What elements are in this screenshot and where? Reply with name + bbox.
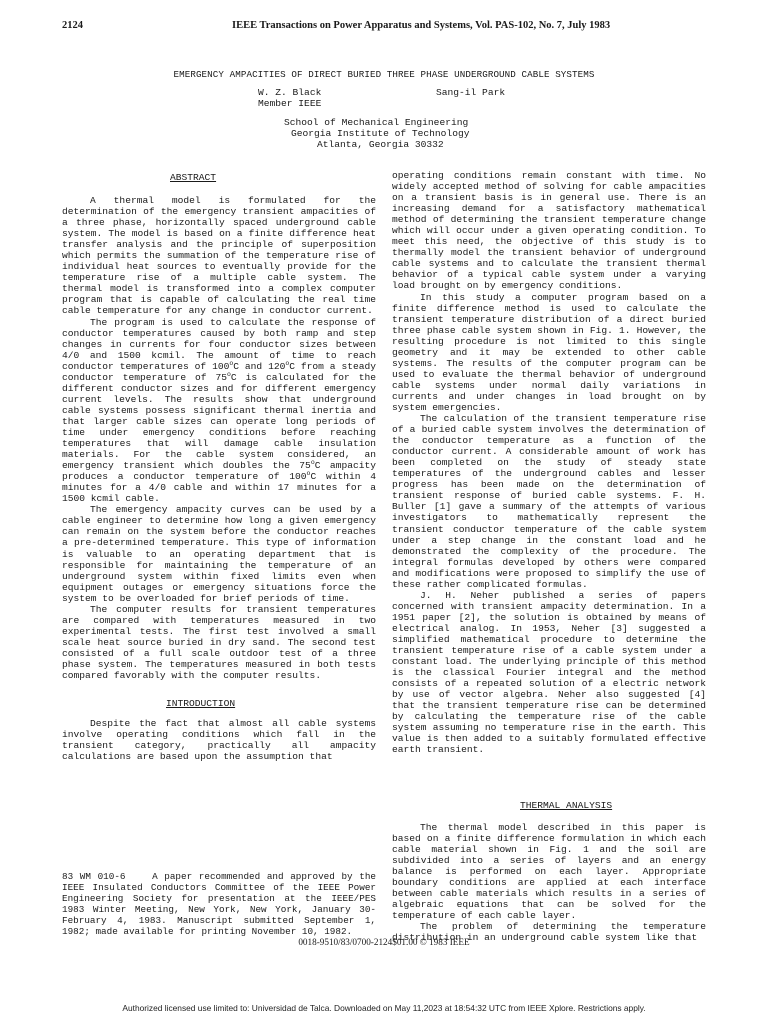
- affiliation-line-2: Georgia Institute of Technology: [291, 128, 470, 139]
- thermal-analysis-heading: THERMAL ANALYSIS: [520, 800, 613, 811]
- thermal-paragraph-1: The thermal model described in this paper is based on a finite difference formulation in which each cable material shown in Fig. 1 and the soil are subdivided into a series of layers and an energy balance is performed on each layer. Appropriate boundary conditions are applied at each interface between cable materials which results in a series of algebraic equations that can be solved for the temperature of each cable layer.: [392, 822, 706, 922]
- footnote-text: A paper recommended and approved by the IEEE Insulated Conductors Committee of the IEEE Power Engineering Society for presentation at the IEEE/PES 1983 Winter Meeting, New York, New York, January 30-February 4, 1983. Manuscript submitted September 1, 1982; made available for printing November 10, 1982.: [62, 871, 376, 937]
- right-column-body: [392, 170, 706, 755]
- author-1-role: Member IEEE: [258, 98, 322, 109]
- paper-title: EMERGENCY AMPACITIES OF DIRECT BURIED THREE PHASE UNDERGROUND CABLE SYSTEMS: [173, 69, 595, 80]
- author-2-name: Sang-il Park: [436, 87, 506, 98]
- abstract-paragraph-2: The program is used to calculate the response of conductor temperatures caused by both ramp and step changes in currents for four conductor sizes between 4/0 and 1500 kcmil. The amount of time to reach conductor temperatures of 100$^o$C and 120$^o$C from a steady conductor temperature of 75$^o$C is calculated for the different conductor sizes and for different emergency current levels. The results show that underground cable systems possess significant thermal inertia and that larger cable sizes can operate long periods of time under emergency conditions before reaching temperatures that will damage cable insulation materials. For the cable system considered, an emergency transient which doubles the 75$^o$C ampacity produces a conductor temperature of 100$^o$C within 4 minutes for a 4/0 cable and within 17 minutes for a 1500 kcmil cable.: [62, 316, 377, 505]
- footnote: [62, 871, 376, 937]
- affiliation-line-1: School of Mechanical Engineering: [284, 117, 469, 128]
- right-paragraph-4: J. H. Neher published a series of papers concerned with transient ampacity determination. In a 1951 paper [2], the solution is obtained by means of electrical analog. In 1953, Neher [3] suggested a simplified mathematical procedure to determine the transient temperature rise of a cable system under a constant load. The underlying principle of this method is the classical Fourier integral and the method consists of a repeated solution of a electric network by use of vector algebra. Neher also suggested [4] that the transient temperature rise can be determined by calculating the temperature rise of the cable system assuming no temperature rise in the earth. This value is then added to a suitably formulated effective earth transient.: [392, 589, 706, 756]
- abstract-paragraph-3: The emergency ampacity curves can be used by a cable engineer to determine how long a given emergency can remain on the system before the conductor reaches a pre-determined temperature. This type of information is valuable to an operating department that is responsible for maintaining the temperature of an underground system within fixed limits even when equipment outages or emergency situations force the system to be overloaded for brief periods of time.: [62, 504, 376, 604]
- author-1-name: W. Z. Black: [258, 87, 322, 98]
- copyright-line: 0018-9510/83/0700-2124$01.00 © 1983 IEEE: [298, 937, 470, 947]
- page-number: 2124: [62, 20, 83, 31]
- right-paragraph-3: The calculation of the transient temperature rise of a buried cable system involves the determination of the conductor temperature as a function of the conductor current. A considerable amount of work has been completed on the study of steady state temperatures of the underground cables and lesser progress has been made on the determination of transient response of buried cable systems. F. H. Buller [1] gave a summary of the attempts of various investigators to mathematically represent the transient conductor temperature of the cable system under a step change in the constant load and he demonstrated the complexity of the procedure. The integral formulas developed by others were compared and modifications were proposed to simplify the use of these rather complicated formulas.: [392, 413, 706, 590]
- right-paragraph-2: In this study a computer program based on a finite difference method is used to calculate the transient temperature distribution of a direct buried three phase cable system shown in Fig. 1. However, the resulting procedure is not limited to this single geometry and it may be extended to other cable systems. The results of the computer program can be used to evaluate the thermal behavior of underground cable systems under normal daily variations in currents and under changes in load brought on by system emergencies.: [392, 291, 706, 413]
- right-paragraph-1: operating conditions remain constant with time. No widely accepted method of solving for cable ampacities on a transient basis is in general use. There is an increasing demand for a satisfactory mathematical method of determining the transient temperature change which will occur under a given operating condition. To meet this need, the objective of this study is to thermally model the transient behavior of underground cable systems and to calculate the transient thermal behavior of a typical cable system under a varying load brought on by emergency conditions.: [392, 170, 706, 292]
- thermal-analysis-body: [392, 822, 706, 944]
- abstract-paragraph-1: A thermal model is formulated for the determination of the emergency transient ampacities of a three phase, horizontally spaced underground cable system. The model is based on a finite difference heat transfer analysis and the principle of superposition which permits the summation of the temperature rise of individual heat sources to eventually provide for the temperature rise of a multiple cable system. The thermal model is transformed into a complex computer program that is capable of calculating the real time cable temperature for any change in conductor current.: [62, 195, 376, 317]
- introduction-body: [62, 718, 376, 762]
- journal-header: IEEE Transactions on Power Apparatus and Systems, Vol. PAS-102, No. 7, July 1983: [232, 20, 611, 31]
- license-notice: Authorized licensed use limited to: Universidad de Talca. Downloaded on May 11,2023 at 18:54:32 UTC from IEEE Xplore. Restrictions apply.: [122, 1003, 646, 1013]
- introduction-paragraph-1: Despite the fact that almost all cable systems involve operating conditions which fall in the transient category, practically all ampacity calculations are based upon the assumption that: [62, 718, 376, 763]
- affiliation-line-3: Atlanta, Georgia 30332: [317, 139, 444, 150]
- thermal-paragraph-2: The problem of determining the temperature distribution in an underground cable system like that: [392, 921, 706, 944]
- abstract-paragraph-4: The computer results for transient temperatures are compared with temperatures measured in two experimental tests. The first test involved a small scale heat source buried in dry sand. The second test consisted of a full scale outdoor test of a three phase system. The temperatures measured in both tests compared favorably with the computer results.: [62, 603, 376, 682]
- introduction-heading: INTRODUCTION: [166, 698, 236, 709]
- abstract-heading: ABSTRACT: [170, 172, 217, 183]
- footnote-id: 83 WM 010-6: [62, 871, 126, 882]
- abstract-body: [62, 195, 376, 681]
